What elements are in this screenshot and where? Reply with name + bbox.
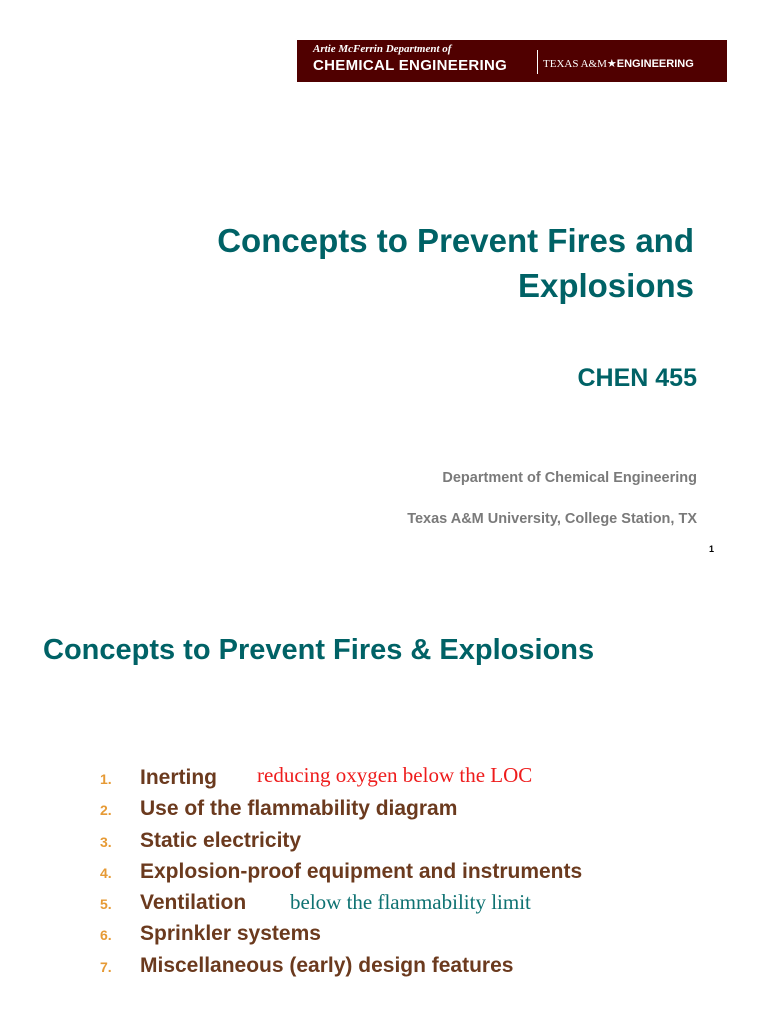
inerting-annotation: reducing oxygen below the LOC (257, 763, 533, 787)
page-number: 1 (709, 544, 715, 554)
list-item (100, 856, 582, 887)
texas-am-engineering-logo (543, 57, 694, 70)
list-item-label: Static electricity (140, 828, 302, 852)
list-item-label: Ventilation (140, 891, 247, 915)
list-item-number: 7. (100, 958, 112, 975)
list-item-label: Sprinkler systems (140, 922, 321, 946)
banner-department-line: Artie McFerrin Department of (313, 43, 452, 55)
slide2-title: Concepts to Prevent Fires & Explosions (43, 634, 595, 666)
list-item-number: 3. (100, 833, 112, 850)
banner-divider (537, 50, 538, 74)
list-item (100, 825, 582, 856)
concepts-list (100, 762, 582, 981)
list-item-number: 4. (100, 864, 112, 881)
logo-engineering-text: ENGINEERING (616, 58, 694, 70)
list-item-label: Inerting (140, 766, 217, 789)
department-name: Department of Chemical Engineering (442, 470, 697, 486)
list-item-number: 6. (100, 927, 112, 944)
list-item-number: 1. (100, 771, 112, 787)
slide1-title-line2: Explosions (517, 267, 694, 304)
list-item-number: 5. (100, 896, 112, 913)
list-item (100, 793, 582, 824)
course-code: CHEN 455 (577, 364, 697, 392)
list-item (100, 918, 582, 949)
list-item-label: Miscellaneous (early) design features (140, 953, 514, 977)
university-name: Texas A&M University, College Station, TX (407, 511, 697, 527)
slide1-title (54, 218, 694, 308)
department-banner (297, 40, 727, 82)
logo-texas-am-text: TEXAS A&M (543, 58, 607, 70)
ventilation-annotation: below the flammability limit (290, 890, 531, 914)
list-item-label: Explosion-proof equipment and instruments (140, 859, 583, 883)
star-icon: ★ (606, 58, 617, 70)
list-item (100, 950, 582, 981)
slide1-title-line1: Concepts to Prevent Fires and (217, 222, 694, 259)
banner-chemical-engineering: CHEMICAL ENGINEERING (313, 57, 508, 74)
list-item-number: 2. (100, 802, 112, 819)
list-item-label: Use of the flammability diagram (140, 797, 458, 821)
